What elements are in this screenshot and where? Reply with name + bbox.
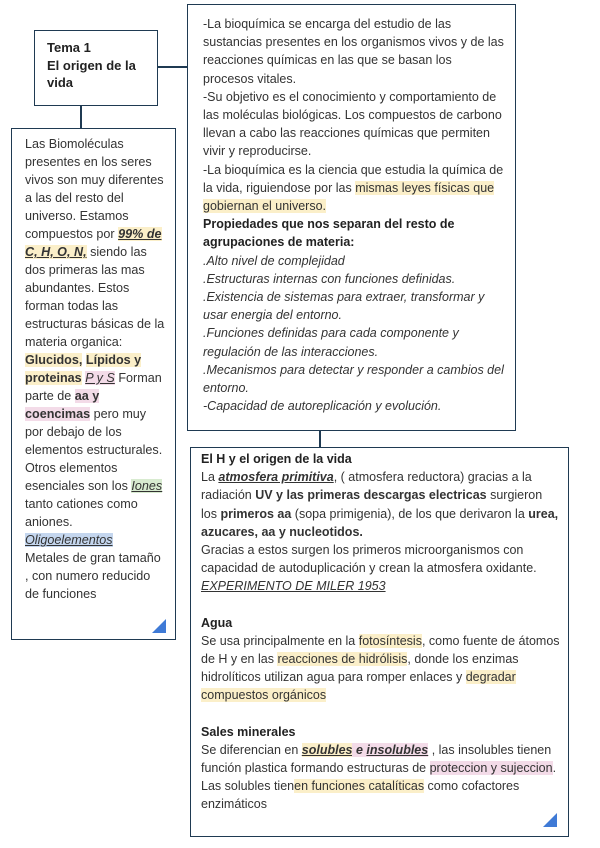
origin-box <box>190 447 569 837</box>
property-item: .Mecanismos para detectar y responder a cambios del entorno. <box>203 362 504 396</box>
oligoelementos-highlight: Oligoelementos <box>25 533 113 547</box>
ps-highlight: P y S <box>85 371 115 385</box>
experiment-reference: EXPERIMENTO DE MILER 1953 <box>201 579 386 594</box>
property-item: .Estructuras internas con funciones definidas. <box>203 271 456 286</box>
title-box <box>34 30 158 106</box>
topic-title-line1: El origen de la <box>47 57 136 73</box>
corner-marker-icon <box>543 813 557 827</box>
corner-marker-icon <box>152 619 166 633</box>
aa-coencimas-highlight: aa y coencimas <box>25 389 100 421</box>
biomolecules-box <box>11 128 176 640</box>
fotosintesis-highlight: fotosíntesis <box>358 633 422 648</box>
minerals-paragraph: Se diferencian en solubles e insolubles , las insolubles tienen función plastica formando estructuras de proteccion y sujeccion. Las solubles tienen funciones catalíticas como cofactores enzimáticos <box>201 742 557 812</box>
oligoelementos-line <box>25 531 165 549</box>
laws-highlight: mismas leyes físicas que gobiernan el universo. <box>203 180 495 214</box>
atmosfera-primitiva: atmosfera primitiva <box>218 470 334 485</box>
biochem-paragraph-1: -La bioquímica se encarga del estudio de las sustancias presentes en los organismos vivos y de las reacciones químicas en las que se basan los procesos vitales. <box>203 17 504 86</box>
section-heading-h-origin: El H y el origen de la vida <box>201 452 352 466</box>
biochem-paragraph-3: -La bioquímica es la ciencia que estudia la química de la vida, riguiendose por las mismas leyes físicas que gobiernan el universo. <box>203 162 504 214</box>
atmosphere-paragraph: La atmosfera primitiva, ( atmosfera reductora) gracias a la radiación UV y las primeras descargas electricas surgieron los primeros aa (sopa primigenia), de los que derivaron la urea, azucares, aa y nucleotidos. <box>201 470 559 539</box>
degradar-highlight: degradar compuestos orgánicos <box>201 670 516 703</box>
topic-number: Tema 1 <box>47 40 91 55</box>
section-heading-sales: Sales minerales <box>201 724 296 739</box>
section-heading-agua: Agua <box>201 615 233 630</box>
cataliticas-highlight: en funciones catalíticas <box>294 779 425 794</box>
iones-highlight: Iones <box>131 479 163 493</box>
lipidos-highlight: Lípidos y proteinas <box>25 353 142 385</box>
property-item: -Capacidad de autoreplicación y evolución. <box>203 399 442 414</box>
property-item: .Alto nivel de complejidad <box>203 253 345 268</box>
hidrolisis-highlight: reacciones de hidrólisis <box>277 652 408 667</box>
connector-title-left <box>80 106 82 128</box>
biochemistry-box <box>187 4 516 431</box>
microorganisms-paragraph: Gracias a estos surgen los primeros microorganismos con capacidad de autoduplicación y crean la atmosfera oxidante. <box>201 543 537 576</box>
oligoelementos-text: Metales de gran tamaño , con numero reducido de funciones <box>25 551 161 601</box>
properties-heading: Propiedades que nos separan del resto de agrupaciones de materia: <box>203 217 455 250</box>
property-item: .Existencia de sistemas para extraer, transformar y usar energia del entorno. <box>203 290 485 323</box>
proteccion-highlight: proteccion y sujeccion <box>429 761 553 776</box>
biomolecules-text: Las Biomoléculas presentes en los seres vivos son muy diferentes a las del resto del universo. Estamos compuestos por 99% de C, H, O, N, siendo las dos primeras las mas abundantes. Estos forman todas las estructuras básicas de la materia organica: Glucidos, Lípidos y proteinas P y S Forman parte de aa y coencimas pero muy por debajo de los elementos estructurales. Otros elementos esenciales son los Iones tanto cationes como aniones. <box>25 137 165 529</box>
solubles-highlight: solubles <box>301 742 353 757</box>
connector-top-bottom <box>319 431 321 447</box>
connector-title-top <box>158 66 187 68</box>
composition-highlight: 99% de C, H, O, N, <box>25 227 162 259</box>
biochem-paragraph-2: -Su objetivo es el conocimiento y comportamiento de las moléculas biológicas. Los compuestos de carbono llevan a cabo las reacciones químicas que permiten vivir y reproducirse. <box>203 89 502 159</box>
insolubles-highlight: insolubles <box>366 742 429 757</box>
water-paragraph: Se usa principalmente en la fotosíntesis, como fuente de átomos de H y en las reacciones de hidrólisis, donde los enzimas hidrolíticos utilizan agua para romper enlaces y degradar compuestos orgánicos <box>201 633 560 703</box>
glucidos-highlight: Glucidos, <box>25 353 83 367</box>
property-item: .Funciones definidas para cada componente y regulación de las interacciones. <box>203 326 459 359</box>
topic-title-line2: vida <box>47 75 74 90</box>
